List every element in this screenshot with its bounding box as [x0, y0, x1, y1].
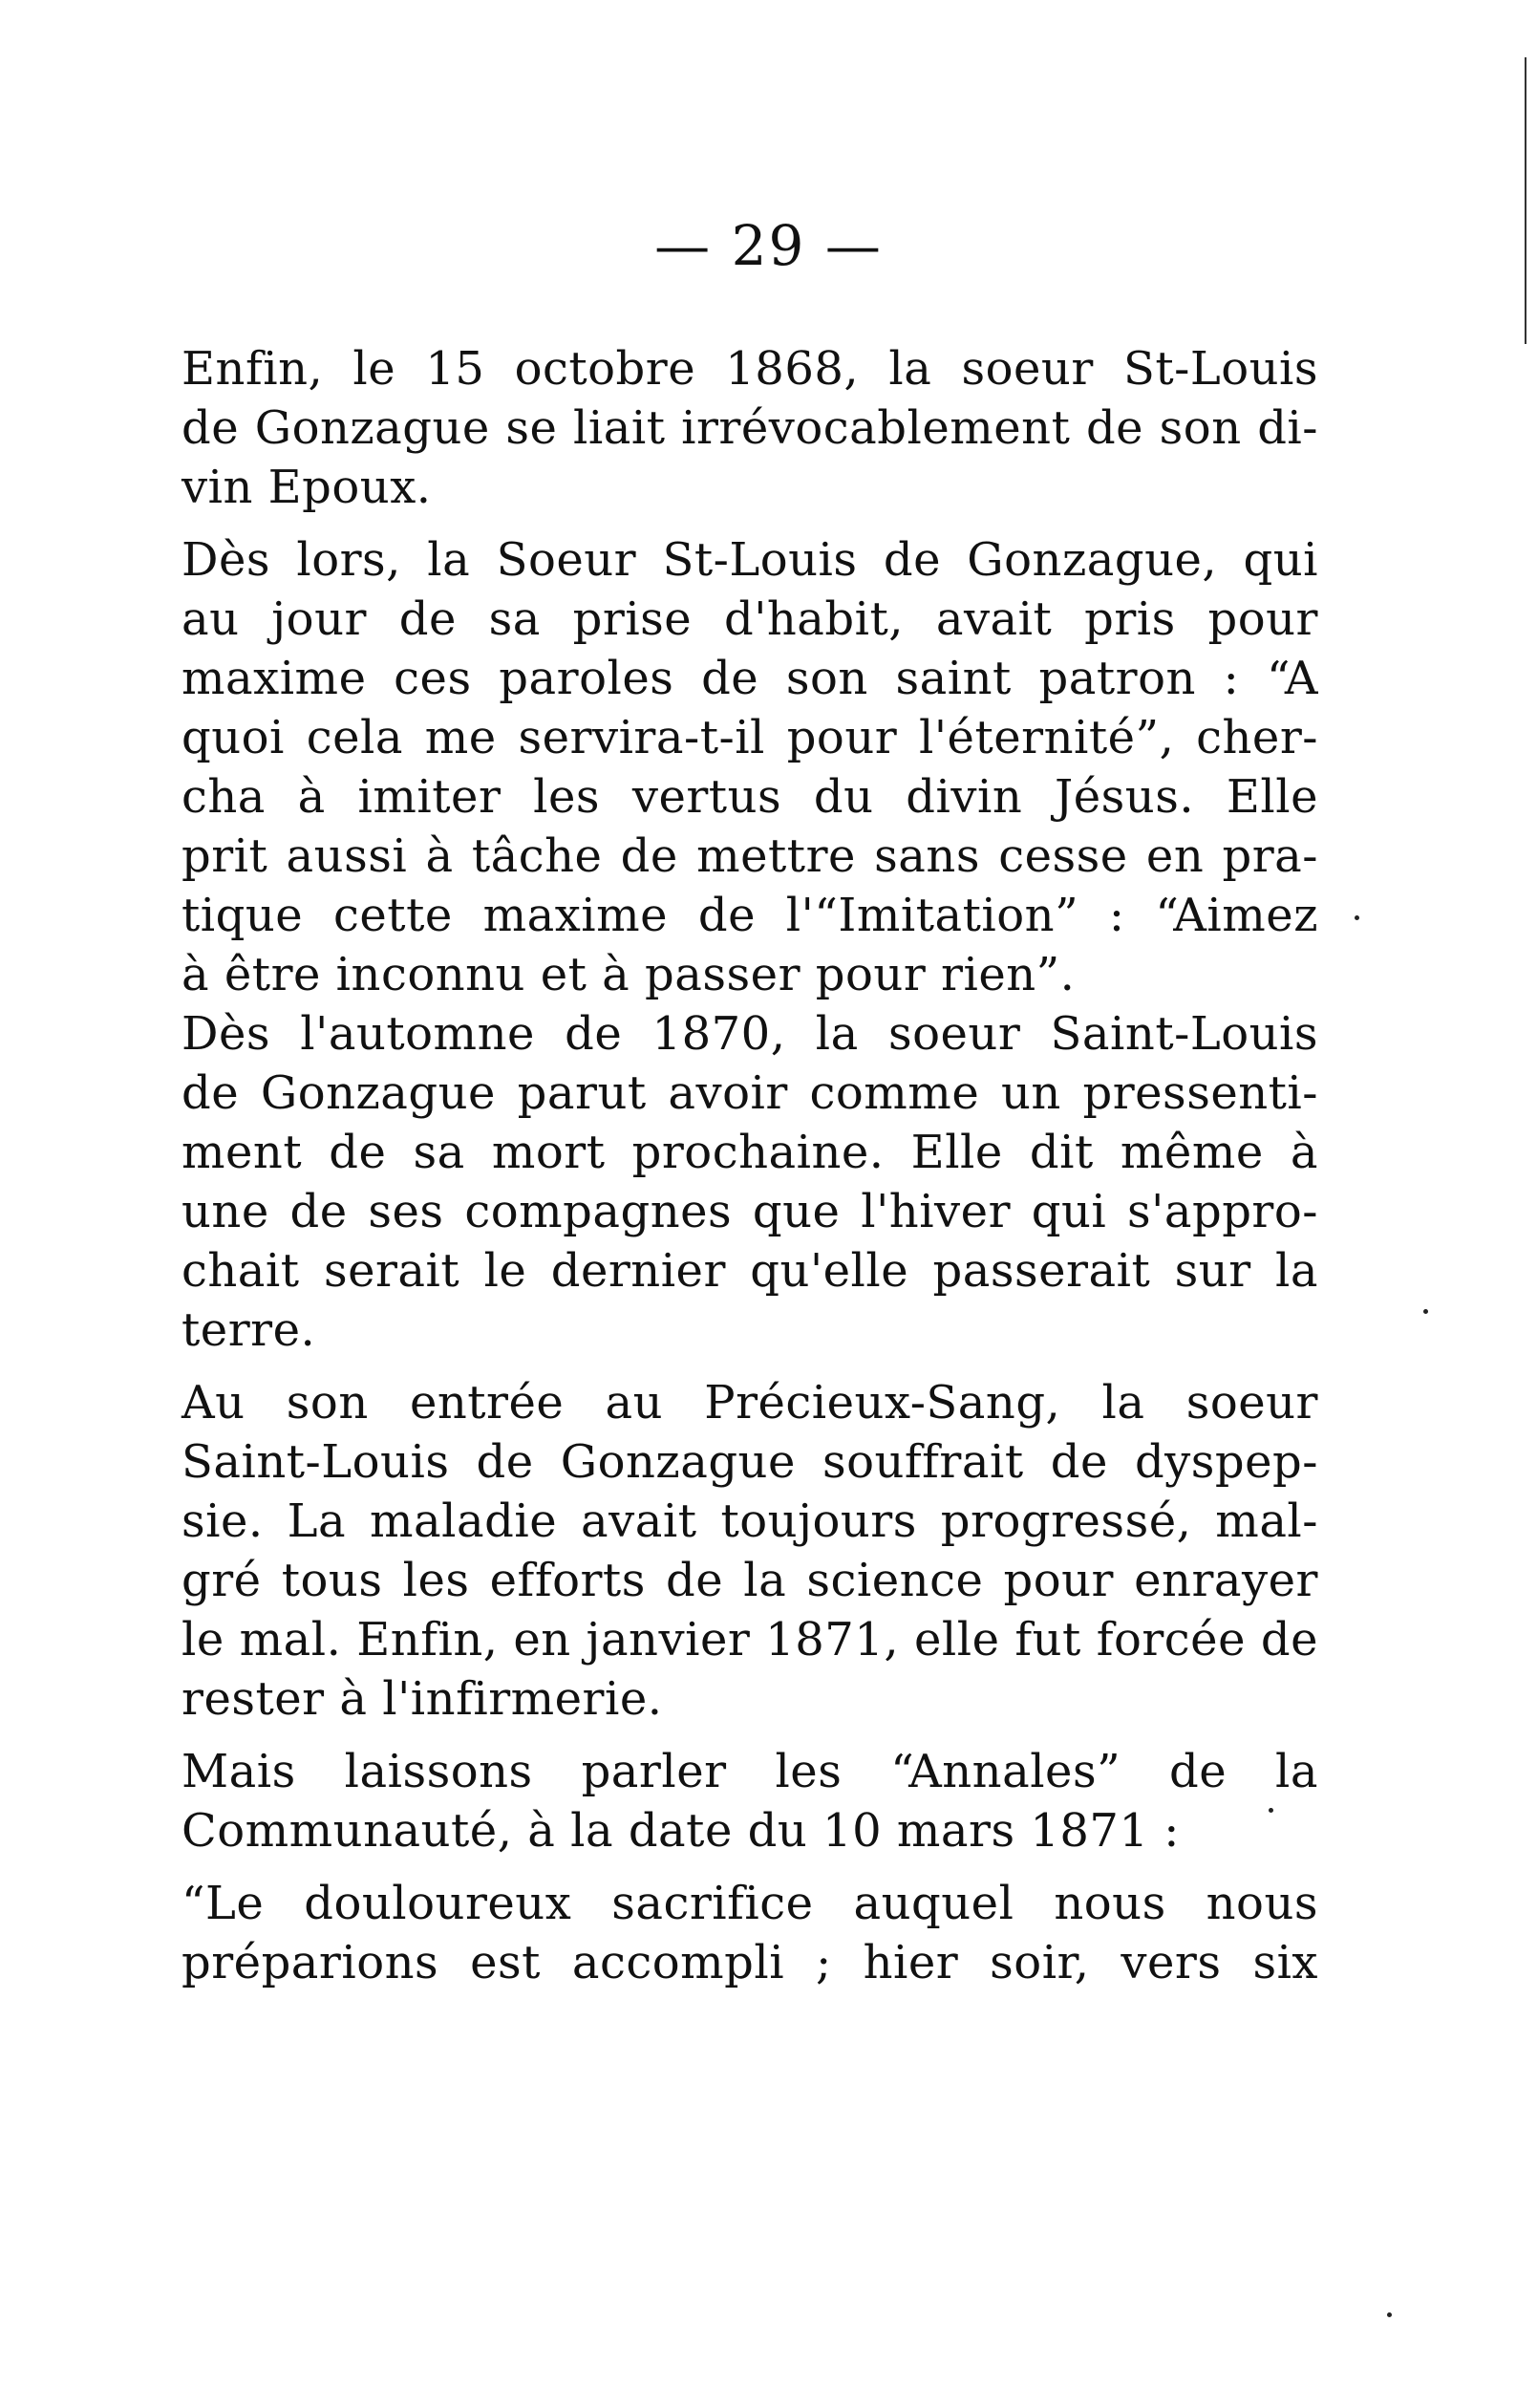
- text-line: “Le douloureux sacrifice auquel nous nous: [181, 1877, 1318, 1930]
- paragraph: [181, 1373, 1318, 1729]
- text-line: vin Epoux.: [181, 461, 432, 514]
- text-line: Saint-Louis de Gonzague souffrait de dyspep-: [181, 1435, 1318, 1489]
- text-line: gré tous les efforts de la science pour enrayer: [181, 1554, 1318, 1607]
- paragraph: [181, 1742, 1318, 1860]
- text-line: à être inconnu et à passer pour rien”.: [181, 948, 1076, 1001]
- text-line: terre.: [181, 1303, 316, 1357]
- text-line: sie. La maladie avait toujours progressé, mal-: [181, 1494, 1318, 1548]
- page-edge-rule: [1525, 57, 1526, 344]
- paragraph: [181, 339, 1318, 517]
- text-line: tique cette maxime de l'“Imitation” : “Aimez: [181, 889, 1318, 942]
- text-line: Dès l'automne de 1870, la soeur Saint-Louis: [181, 1007, 1318, 1061]
- text-line: ment de sa mort prochaine. Elle dit même à: [181, 1126, 1318, 1179]
- ink-speck: [1355, 915, 1359, 920]
- text-line: cha à imiter les vertus du divin Jésus. Elle: [181, 770, 1318, 824]
- body-text: [181, 339, 1318, 1992]
- text-line: de Gonzague se liait irrévocablement de son di-: [181, 401, 1318, 455]
- paragraph: [181, 1004, 1318, 1360]
- text-line: Mais laissons parler les “Annales” de la: [181, 1745, 1318, 1798]
- text-line: chait serait le dernier qu'elle passerait sur la: [181, 1244, 1318, 1298]
- text-line: le mal. Enfin, en janvier 1871, elle fut forcée de: [181, 1613, 1318, 1666]
- ink-speck: [1387, 2312, 1392, 2317]
- text-line: Dès lors, la Soeur St-Louis de Gonzague, qui: [181, 533, 1318, 587]
- text-line: maxime ces paroles de son saint patron : “A: [181, 652, 1318, 705]
- text-line: une de ses compagnes que l'hiver qui s'appro-: [181, 1185, 1318, 1238]
- paragraph: [181, 1874, 1318, 1992]
- text-line: de Gonzague parut avoir comme un pressenti-: [181, 1066, 1318, 1120]
- ink-speck: [1423, 1309, 1428, 1314]
- text-line: Communauté, à la date du 10 mars 1871 :: [181, 1804, 1180, 1858]
- text-line: rester à l'infirmerie.: [181, 1672, 663, 1726]
- page-number: — 29 —: [654, 213, 883, 278]
- text-line: préparions est accompli ; hier soir, vers six: [181, 1936, 1318, 1989]
- text-line: quoi cela me servira-t-il pour l'éternité”, cher-: [181, 711, 1318, 764]
- text-line: Enfin, le 15 octobre 1868, la soeur St-Louis: [181, 342, 1318, 396]
- paragraph: [181, 530, 1318, 1004]
- text-line: au jour de sa prise d'habit, avait pris pour: [181, 592, 1318, 646]
- text-line: Au son entrée au Précieux-Sang, la soeur: [181, 1376, 1318, 1430]
- text-line: prit aussi à tâche de mettre sans cesse en pra-: [181, 829, 1318, 883]
